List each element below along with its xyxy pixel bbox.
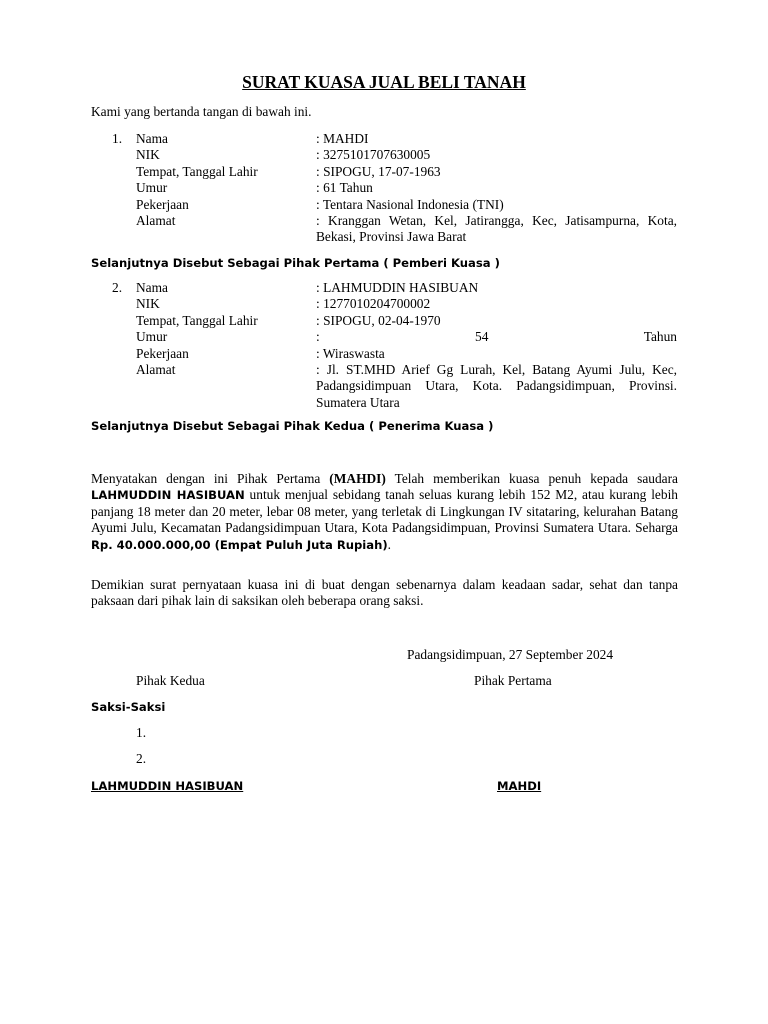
party-2-nik-value: : 1277010204700002 [316,296,431,312]
party-2-age-value [316,329,677,345]
party-1-address-label: Alamat [136,213,176,228]
statement-paragraph [91,471,678,553]
left-role: Pihak Kedua [136,673,205,688]
party-1-birth-value: : SIPOGU, 17-07-1963 [316,163,441,179]
party-1-designation: Selanjutnya Disebut Sebagai Pihak Pertama ( Pemberi Kuasa ) [91,256,500,270]
party-2-age-unit: Tahun [643,329,677,345]
party-2-age-label: Umur [136,329,168,345]
party-2-designation: Selanjutnya Disebut Sebagai Pihak Kedua ( Penerima Kuasa ) [91,419,494,433]
party-2-birth-value: : SIPOGU, 02-04-1970 [316,312,441,328]
witness-heading: Saksi-Saksi [91,700,166,714]
party-1-name-value: : MAHDI [316,131,369,146]
party-1-name-label: Nama [136,131,168,146]
party-2-birth-label: Tempat, Tanggal Lahir [136,312,258,328]
statement-second-party: LAHMUDDIN HASIBUAN [91,488,245,503]
party-1-nik-label: NIK [136,147,160,163]
witness-item: 1. [136,725,147,740]
closing-paragraph: Demikian surat pernyataan kuasa ini di buat dengan sebenarnya dalam keadaan sadar, sehat dan tanpa paksaan dari pihak lain di saksikan oleh beberapa orang saksi. [91,577,678,609]
right-role: Pihak Pertama [474,673,552,688]
party-2-age-colon: : [316,329,320,345]
statement-price: Rp. 40.000.000,00 (Empat Puluh Juta Rupiah) [91,537,388,552]
party-2-name-value: : LAHMUDDIN HASIBUAN [316,280,479,295]
party-2-nik-label: NIK [136,296,160,312]
party-1-number: 1. [112,131,123,146]
party-1-nik-value: : 3275101707630005 [316,147,431,163]
party-2-age-number: 54 [475,329,489,345]
party-1-age-label: Umur [136,180,168,196]
statement-first-party: (MAHDI) [329,471,386,486]
party-2-job-label: Pekerjaan [136,345,189,361]
statement-text-4: . [387,536,392,552]
left-signatory-name: LAHMUDDIN HASIBUAN [91,779,244,793]
witness-item: 2. [136,751,147,766]
statement-text-1: Menyatakan dengan ini Pihak Pertama [91,471,330,486]
right-signatory-name: MAHDI [497,779,542,793]
party-1-job-label: Pekerjaan [136,196,189,212]
party-2-job-value: : Wiraswasta [316,345,385,361]
party-1-address-value: : Kranggan Wetan, Kel, Jatirangga, Kec, Jatisampurna, Kota, Bekasi, Provinsi Jawa Barat [316,213,677,245]
place-date: Padangsidimpuan, 27 September 2024 [407,647,614,662]
party-2-address-value: : Jl. ST.MHD Arief Gg Lurah, Kel, Batang Ayumi Julu, Kec, Padangsidimpuan Utara, Kota. Padangsidimpuan, Provinsi. Sumatera Utara [316,362,677,410]
intro-text: Kami yang bertanda tangan di bawah ini. [91,104,312,119]
party-1-age-value: : 61 Tahun [316,180,373,196]
statement-text-2: Telah memberikan kuasa penuh kepada saudara [385,471,678,486]
party-2-address-label: Alamat [136,362,176,377]
party-1-birth-label: Tempat, Tanggal Lahir [136,163,258,179]
document-title: SURAT KUASA JUAL BELI TANAH [242,72,526,92]
party-2-name-label: Nama [136,280,168,295]
party-1-job-value: : Tentara Nasional Indonesia (TNI) [316,196,504,212]
statement-text-3: untuk menjual sebidang tanah seluas kurang lebih 152 M2, atau kurang lebih panjang 18 meter dan 20 meter, lebar 08 meter, yang terletak di Lingkungan IV sitataring, kelurahan Batang Ayumi Julu, Kecamatan Padangsidimpuan Utara, Kota Padangsidimpuan, Provinsi Sumatera Utara. Seharga [91,487,678,536]
party-2-number: 2. [112,280,123,295]
